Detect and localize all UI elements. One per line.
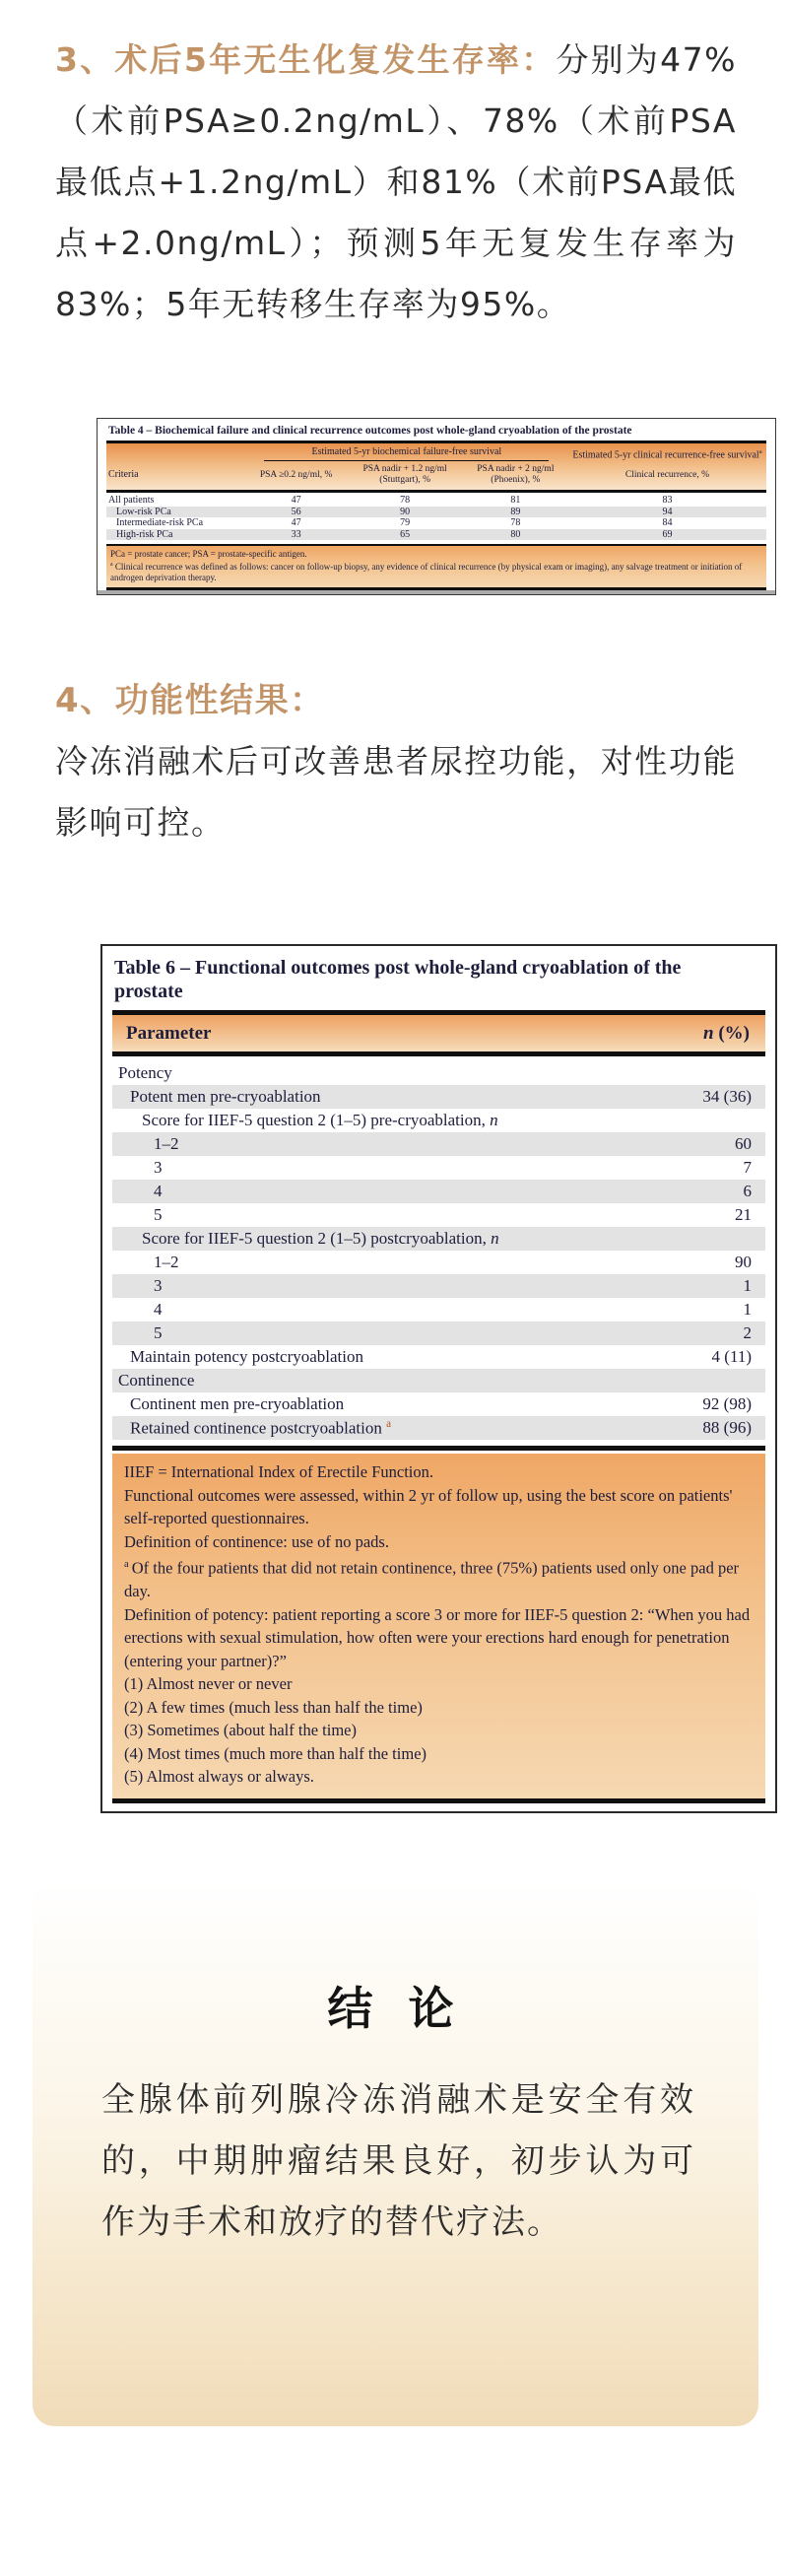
table4-footnote: PCa = prostate cancer; PSA = prostate-specific antigen. [110,549,307,560]
table6-title: Table 6 – Functional outcomes post whole-gland cryoablation of the prostate [114,957,682,1002]
section3-body-text: 分别为47%（术前PSA≥0.2ng/mL）、78%（术前PSA最低点+1.2ng/mL）和81%（术前PSA最低点+2.0ng/mL）；预测5年无复发生存率为83%；5年无转移生存率为95%。 [55,40,737,323]
table-row: 4 1 [154,1300,752,1319]
table6-footnote: (4) Most times (much more than half the time) [124,1743,427,1763]
table6-footnote: IIEF = International Index of Erectile Function. [124,1462,433,1481]
table6-footnote: Definition of potency: patient reporting a score 3 or more for IIEF-5 question 2: “When you had erections with sexual stimulation, how often were your erections hard enough for penetration (entering your partner)?” [124,1604,751,1670]
table-row: Intermediate-risk PCa 47 79 78 84 [116,517,673,529]
table4-figure [97,418,776,595]
table6-rule-bottom [112,1798,765,1803]
table-row: High-risk PCa 33 65 80 69 [106,529,766,541]
table6-header-n: n (%) [703,1022,750,1044]
conclusion-body: 全腺体前列腺冷冻消融术是安全有效的，中期肿瘤结果良好，初步认为可作为手术和放疗的替代疗法。 [101,2080,695,2242]
table6-header-parameter: Parameter [126,1022,212,1044]
section4-heading: 4、功能性结果： [55,681,325,720]
table6-footnote: (3) Sometimes (about half the time) [124,1721,357,1739]
table-row: Continent men pre-cryoablation 92 (98) [130,1394,752,1413]
table-row: 5 21 [154,1205,752,1224]
section3-heading: 3、术后5年无生化复发生存率： [55,40,557,79]
table4-col-clinical-recurrence: Clinical recurrence, % [624,469,710,480]
table-row: Retained continence postcryoablation $^a$ 88 (96) [112,1416,765,1440]
table6-figure [100,944,777,1813]
table4-header-spacer [106,445,245,461]
table6-footnote: (2) A few times (much less than half the time) [124,1697,423,1717]
table4-col-criteria: Criteria [108,468,139,480]
table6-footnote: Functional outcomes were assessed, within 2 yr of follow up, using the best score on patients' self-reported questionnaires. [124,1485,733,1527]
table-row: All patients 47 78 81 83 [108,495,673,507]
table4-group-header-biochemical: Estimated 5-yr biochemical failure-free survival [245,445,568,461]
table4-header [106,443,766,490]
table4-group-header-clinical: Estimated 5-yr clinical recurrence-free survival$^a$ [572,448,762,461]
table-row: 3 7 [154,1158,752,1177]
table-row: 4 6 [112,1180,765,1203]
table-row: Low-risk PCa 56 90 89 94 [106,507,766,518]
table-row: Maintain potency postcryoablation 4 (11) [130,1347,752,1366]
table4-footnote: $^a$ Clinical recurrence was defined as follows: cancer on follow-up biopsy, any evidence of clinical recurrence (by physical exam or imaging), any salvage treatment or initiation of androgen deprivation therapy. [110,562,743,583]
table-row: Score for IIEF-5 question 2 (1–5) postcryoablation, n [112,1227,765,1251]
table6-body [112,1056,765,1443]
table-row: 1–2 60 [112,1132,765,1156]
table-row: Score for IIEF-5 question 2 (1–5) pre-cryoablation, n [142,1111,498,1129]
table6-footnote: (5) Almost always or always. [124,1767,314,1786]
section4-paragraph: 冷冻消融术后可改善患者尿控功能，对性功能影响可控。 [55,742,737,842]
table6-rule-foot [112,1446,765,1451]
table4-bottom-shadow [98,590,775,594]
table-row: 3 1 [112,1274,765,1298]
table-row: 1–2 90 [154,1253,752,1271]
conclusion-panel [33,1880,758,2426]
table-row: Potency [118,1063,172,1082]
table6-header [112,1015,765,1051]
table-row: Continence [112,1369,765,1392]
table6-footnote: $^a$ Of the four patients that did not retain continence, three (75%) patients used only one pad per day. [124,1558,740,1600]
table6-footnote: Definition of continence: use of no pads. [124,1531,389,1551]
table4-body [106,493,766,544]
table-row: 5 2 [112,1322,765,1345]
section3-paragraph [55,30,737,335]
table4-title: Table 4 – Biochemical failure and clinical recurrence outcomes post whole-gland cryoablation of the prostate [108,425,632,437]
table-row: Potent men pre-cryoablation 34 (36) [112,1085,765,1109]
table6-footnotes [112,1454,765,1798]
table4-footnotes [106,544,766,590]
table4-col-stuttgart: PSA nadir + 1.2 ng/ml (Stuttgart), % [362,464,447,485]
table6-footnote: (1) Almost never or never [124,1674,293,1693]
table4-col-phoenix: PSA nadir + 2 ng/ml (Phoenix), % [477,464,555,485]
conclusion-title: 结 论 [327,1982,464,2035]
table4-col-psa02: PSA ≥0.2 ng/ml, % [259,469,333,480]
